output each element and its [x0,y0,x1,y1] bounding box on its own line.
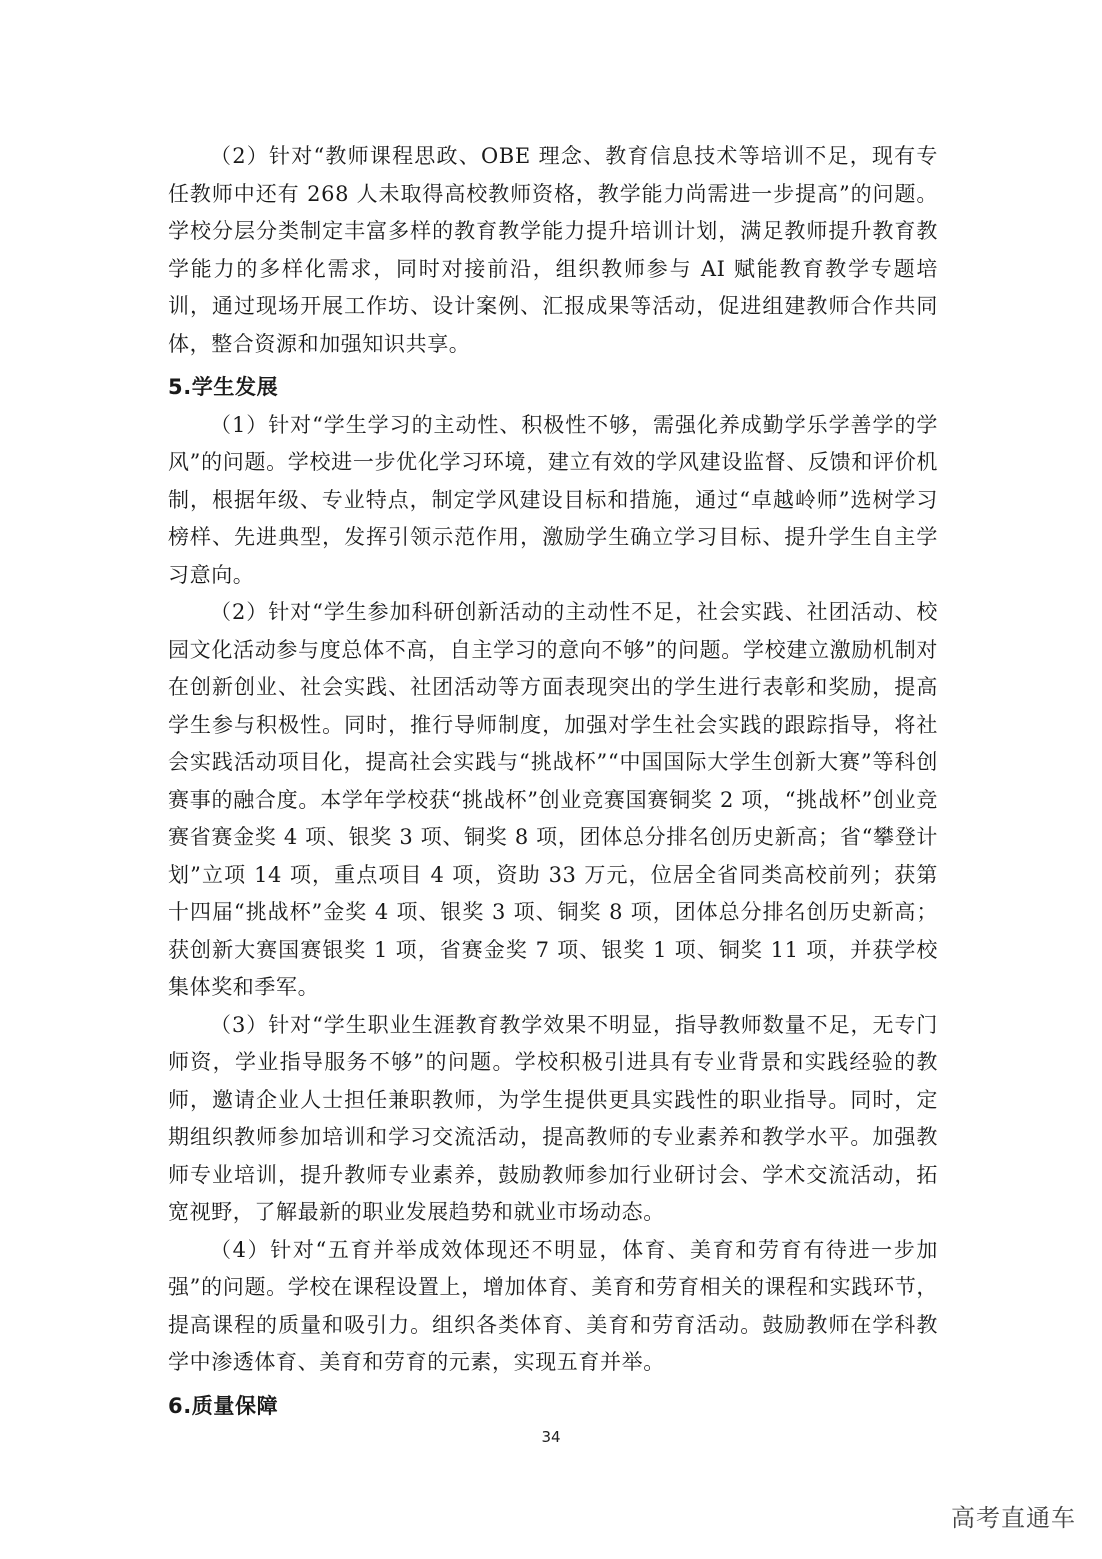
paragraph-teacher-training: （2）针对“教师课程思政、OBE 理念、教育信息技术等培训不足，现有专任教师中还有 268 人未取得高校教师资格，教学能力尚需进一步提高”的问题。学校分层分类制定丰富多样的教育教学能力提升培训计划，满足教师提升教育教学能力的多样化需求，同时对接前沿，组织教师参与 AI 赋能教育教学专题培训，通过现场开展工作坊、设计案例、汇报成果等活动，促进组建教师合作共同体，整合资源和加强知识共享。 [168,144,938,356]
section-heading-quality-assurance: 6.质量保障 [168,1393,279,1418]
paragraph-five-education: （4）针对“五育并举成效体现还不明显，体育、美育和劳育有待进一步加强”的问题。学校在课程设置上，增加体育、美育和劳育相关的课程和实践环节，提高课程的质量和吸引力。组织各类体育、美育和劳育活动。鼓励教师在学科教学中渗透体育、美育和劳育的元素，实现五育并举。 [168,1237,938,1374]
watermark-logo-text: 高考直通车 [951,1504,1076,1532]
paragraph-research-innovation: （2）针对“学生参加科研创新活动的主动性不足，社会实践、社团活动、校园文化活动参与度总体不高，自主学习的意向不够”的问题。学校建立激励机制对在创新创业、社会实践、社团活动等方面表现突出的学生进行表彰和奖励，提高学生参与积极性。同时，推行导师制度，加强对学生社会实践的跟踪指导，将社会实践活动项目化，提高社会实践与“挑战杯”“中国国际大学生创新大赛”等科创赛事的融合度。本学年学校获“挑战杯”创业竞赛国赛铜奖 2 项，“挑战杯”创业竞赛省赛金奖 4 项、银奖 3 项、铜奖 8 项，团体总分排名创历史新高；省“攀登计划”立项 14 项，重点项目 4 项，资助 33 万元，位居全省同类高校前列；获第十四届“挑战杯”金奖 4 项、银奖 3 项、铜奖 8 项，团体总分排名创历史新高；获创新大赛国赛银奖 1 项，省赛金奖 7 项、银奖 1 项、铜奖 11 项，并获学校集体奖和季军。 [168,600,938,999]
document-page [168,138,938,1425]
paragraph-career-education: （3）针对“学生职业生涯教育教学效果不明显，指导教师数量不足，无专门师资，学业指导服务不够”的问题。学校积极引进具有专业背景和实践经验的教师，邀请企业人士担任兼职教师，为学生提供更具实践性的职业指导。同时，定期组织教师参加培训和学习交流活动，提高教师的专业素养和教学水平。加强教师专业培训，提升教师专业素养，鼓励教师参加行业研讨会、学术交流活动，拓宽视野，了解最新的职业发展趋势和就业市场动态。 [168,1012,938,1224]
page-number: 34 [541,1428,561,1446]
section-heading-student-development: 5.学生发展 [168,375,279,399]
paragraph-study-initiative: （1）针对“学生学习的主动性、积极性不够，需强化养成勤学乐学善学的学风”的问题。学校进一步优化学习环境，建立有效的学风建设监督、反馈和评价机制，根据年级、专业特点，制定学风建设目标和措施，通过“卓越岭师”选树学习榜样、先进典型，发挥引领示范作用，激励学生确立学习目标、提升学生自主学习意向。 [168,412,938,587]
